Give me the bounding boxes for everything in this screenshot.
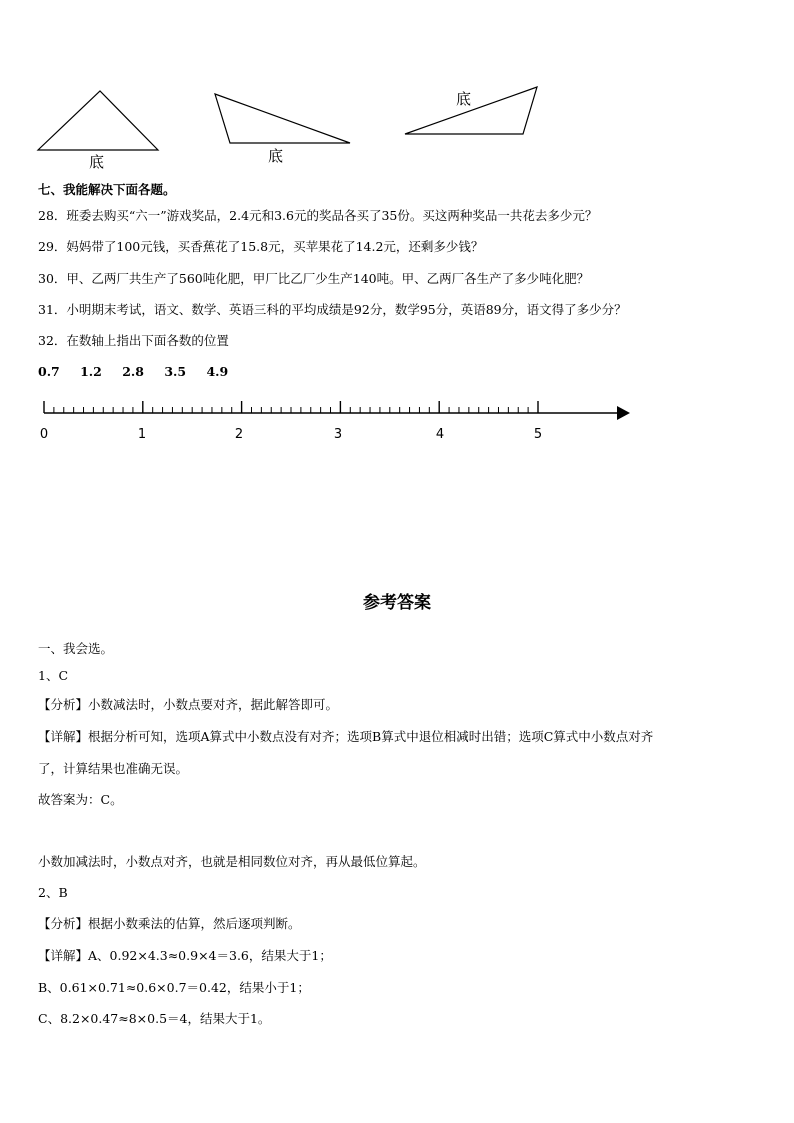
answer-2-detail-a: 【详解】A、0.92×4.3≈0.9×4＝3.6，结果大于1； bbox=[38, 948, 332, 963]
numbers-list bbox=[38, 364, 244, 379]
answer-2-analysis: 【分析】根据小数乘法的估算，然后逐项判断。 bbox=[38, 916, 301, 931]
axis-label-3: 3 bbox=[333, 427, 343, 442]
answer-2-detail-c: C、8.2×0.47≈8×0.5＝4，结果大于1。 bbox=[38, 1011, 271, 1026]
answers-part1-heading: 一、我会选。 bbox=[38, 641, 114, 656]
triangle-2 bbox=[215, 94, 350, 143]
answer-1-conclusion: 故答案为：C。 bbox=[38, 792, 123, 807]
number-item: 3.5 bbox=[164, 364, 187, 379]
answer-1-analysis: 【分析】小数减法时，小数点要对齐，据此解答即可。 bbox=[38, 697, 339, 712]
triangle-1 bbox=[38, 91, 158, 150]
triangle-1-base-label: 底 bbox=[89, 153, 105, 171]
answer-1-note: 小数加减法时，小数点对齐，也就是相同数位对齐，再从最低位算起。 bbox=[38, 854, 426, 869]
triangle-2-base-label: 底 bbox=[268, 147, 284, 165]
question-29: 29．妈妈带了100元钱，买香蕉花了15.8元，买苹果花了14.2元，还剩多少钱？ bbox=[38, 239, 484, 254]
number-item: 1.2 bbox=[80, 364, 102, 379]
axis-label-2: 2 bbox=[234, 427, 244, 442]
number-item: 4.9 bbox=[206, 364, 229, 379]
number-item: 0.7 bbox=[38, 364, 60, 379]
answer-1: 1、C bbox=[38, 668, 69, 683]
axis-label-1: 1 bbox=[137, 427, 147, 442]
question-28: 28．班委去购买“六一”游戏奖品，2.4元和3.6元的奖品各买了35份。买这两种奖品一共花去多少元？ bbox=[38, 208, 598, 223]
axis-label-5: 5 bbox=[533, 427, 543, 442]
number-line bbox=[0, 390, 794, 450]
section7-heading: 七、我能解决下面各题。 bbox=[38, 182, 176, 197]
answer-1-detail-line2: 了，计算结果也准确无误。 bbox=[38, 761, 189, 776]
axis-label-0: 0 bbox=[39, 427, 49, 442]
number-item: 2.8 bbox=[122, 364, 144, 379]
answers-title: 参考答案 bbox=[363, 593, 431, 613]
question-30: 30．甲、乙两厂共生产了560吨化肥，甲厂比乙厂少生产140吨。甲、乙两厂各生产了多少吨化肥？ bbox=[38, 271, 590, 286]
triangles-figure bbox=[0, 80, 794, 175]
answer-2: 2、B bbox=[38, 885, 68, 900]
number-line-arrow bbox=[617, 406, 630, 420]
triangle-3-base-label: 底 bbox=[456, 90, 472, 108]
axis-label-4: 4 bbox=[435, 427, 445, 442]
answer-2-detail-b: B、0.61×0.71≈0.6×0.7＝0.42，结果小于1； bbox=[38, 980, 310, 995]
question-31: 31．小明期末考试，语文、数学、英语三科的平均成绩是92分，数学95分，英语89分，语文得了多少分？ bbox=[38, 302, 627, 317]
question-32: 32．在数轴上指出下面各数的位置 bbox=[38, 333, 229, 348]
answer-1-detail-line1: 【详解】根据分析可知，选项A算式中小数点没有对齐；选项B算式中退位相减时出错；选项C算式中小数点对齐 bbox=[38, 729, 654, 744]
